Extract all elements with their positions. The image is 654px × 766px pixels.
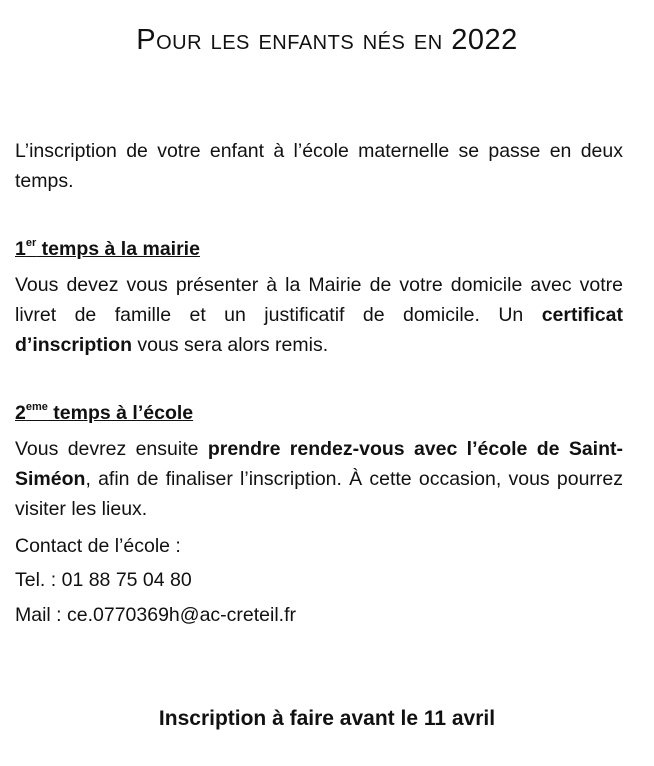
step2-heading [15,398,193,428]
deadline-notice: Inscription à faire avant le 11 avril [158,707,496,730]
page-title: Pour les enfants nés en 2022 [136,24,518,56]
step2-superscript: eme [25,401,48,413]
step1-paragraph [15,270,623,360]
step1-bold-text: certificat d’inscription [15,304,623,356]
contact-tel: Tel. : 01 88 75 04 80 [15,569,192,591]
step2-text-a: Vous devrez ensuite [15,438,208,460]
step2-bold-text: prendre rendez-vous avec l’école de Saint-Siméon [15,438,623,490]
step2-number: 2 [15,402,26,424]
contact-mail: Mail : ce.0770369h@ac-creteil.fr [15,604,297,626]
step1-heading-text: temps à la mairie [36,238,200,260]
step1-superscript: er [25,237,37,249]
step1-heading [15,234,200,264]
intro-paragraph: L’inscription de votre enfant à l’école maternelle se passe en deux temps. [15,140,623,192]
step1-number: 1 [15,238,26,260]
step1-text-a: Vous devez vous présenter à la Mairie de votre domicile avec votre livret de famille et un justificatif de domicile. Un [15,274,623,326]
step2-heading-text: temps à l’école [47,402,194,424]
step2-paragraph [15,434,623,524]
step1-text-b: vous sera alors remis. [132,334,329,356]
step2-text-b: , afin de finaliser l’inscription. À cette occasion, vous pourrez visiter les lieux. [15,468,623,520]
contact-label: Contact de l’école : [15,535,181,557]
